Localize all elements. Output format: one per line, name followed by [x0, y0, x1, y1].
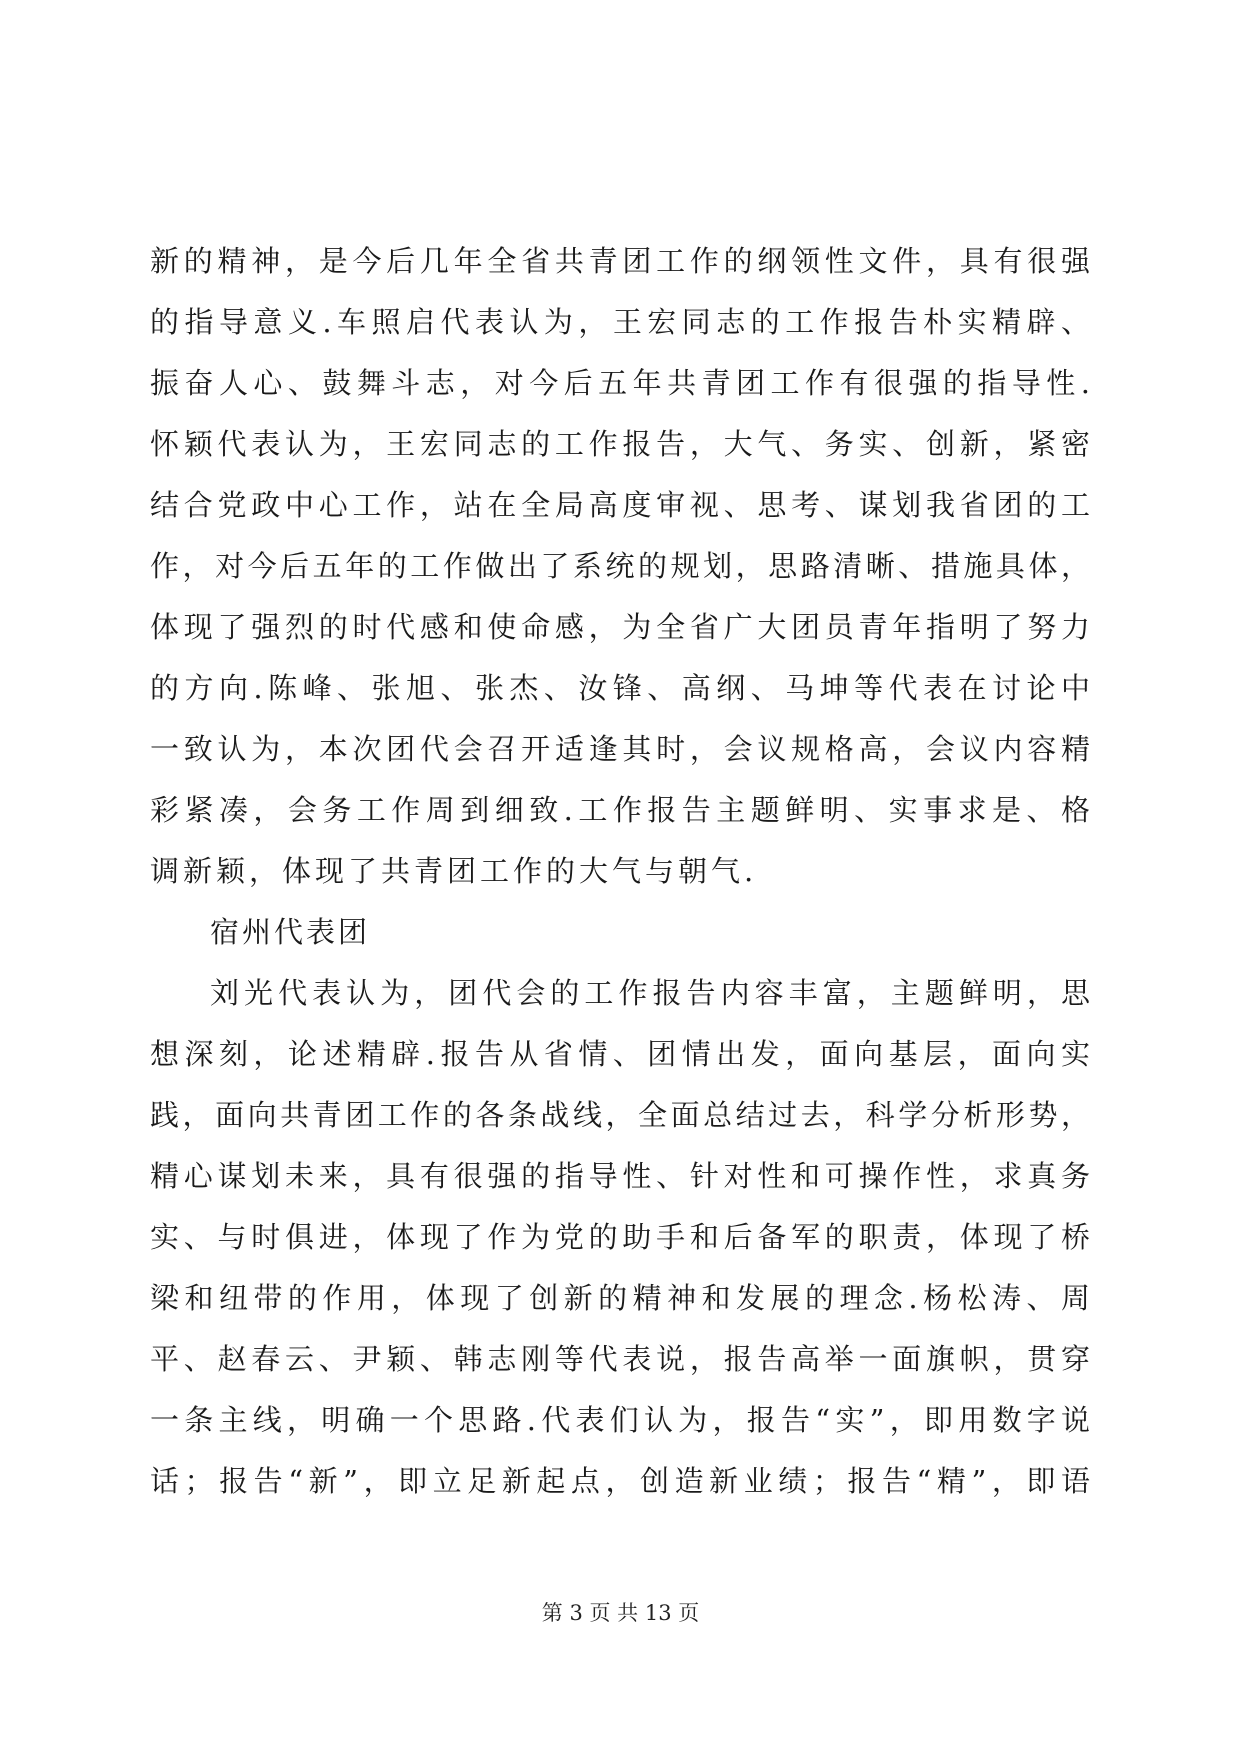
text-line: 结合党政中心工作，站在全局高度审视、思考、谋划我省团的工 [150, 488, 1090, 522]
text-line: 精心谋划未来，具有很强的指导性、针对性和可操作性，求真务 [150, 1159, 1090, 1193]
text-line: 刘光代表认为，团代会的工作报告内容丰富，主题鲜明，思 [210, 976, 1090, 1010]
page-footer: 第 3 页 共 13 页 [541, 1601, 700, 1625]
body-text [150, 231, 1090, 1512]
text-line: 振奋人心、鼓舞斗志，对今后五年共青团工作有很强的指导性. [150, 366, 1090, 400]
text-line: 新的精神，是今后几年全省共青团工作的纲领性文件，具有很强 [150, 244, 1090, 278]
text-line: 的指导意义.车照启代表认为，王宏同志的工作报告朴实精辟、 [150, 305, 1090, 339]
section-heading: 宿州代表团 [210, 915, 371, 949]
text-line: 怀颖代表认为，王宏同志的工作报告，大气、务实、创新，紧密 [150, 427, 1090, 461]
text-line: 调新颖，体现了共青团工作的大气与朝气. [150, 854, 758, 888]
text-line: 平、赵春云、尹颖、韩志刚等代表说，报告高举一面旗帜，贯穿 [150, 1342, 1090, 1376]
text-line: 彩紧凑，会务工作周到细致.工作报告主题鲜明、实事求是、格 [150, 793, 1090, 827]
text-line: 体现了强烈的时代感和使命感，为全省广大团员青年指明了努力 [150, 610, 1090, 644]
text-line: 的方向.陈峰、张旭、张杰、汝锋、高纲、马坤等代表在讨论中 [150, 671, 1090, 705]
text-line: 践，面向共青团工作的各条战线，全面总结过去，科学分析形势， [150, 1098, 1090, 1132]
text-line: 一条主线，明确一个思路.代表们认为，报告“实”，即用数字说 [150, 1403, 1090, 1437]
text-line: 想深刻，论述精辟.报告从省情、团情出发，面向基层，面向实 [150, 1037, 1090, 1071]
text-line: 梁和纽带的作用，体现了创新的精神和发展的理念.杨松涛、周 [150, 1281, 1090, 1315]
text-line: 作，对今后五年的工作做出了系统的规划，思路清晰、措施具体， [150, 549, 1090, 583]
text-line: 实、与时俱进，体现了作为党的助手和后备军的职责，体现了桥 [150, 1220, 1090, 1254]
text-line: 一致认为，本次团代会召开适逢其时，会议规格高，会议内容精 [150, 732, 1090, 766]
text-line: 话；报告“新”，即立足新起点，创造新业绩；报告“精”，即语 [150, 1464, 1090, 1498]
